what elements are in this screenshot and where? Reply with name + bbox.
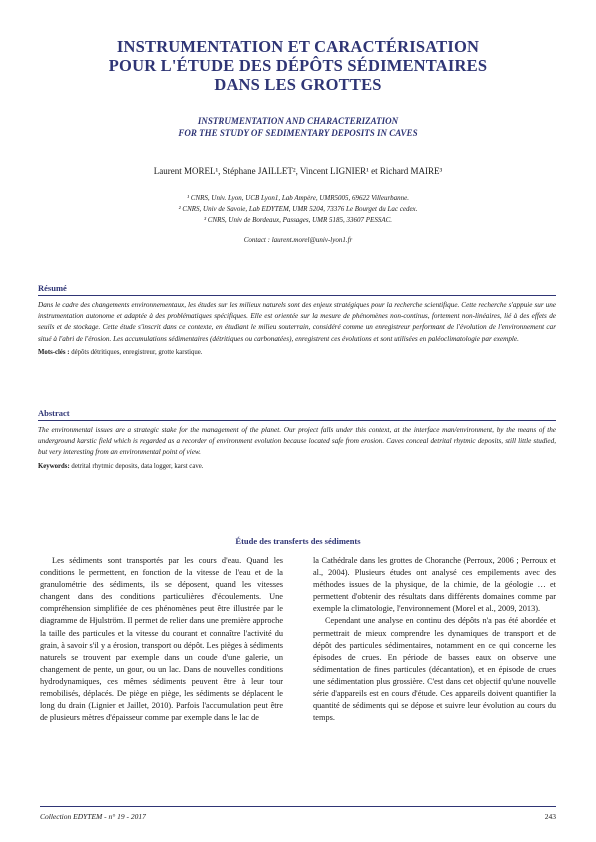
resume-keywords (38, 348, 556, 358)
title-line-2: POUR L'ÉTUDE DES DÉPÔTS SÉDIMENTAIRES (108, 56, 488, 75)
abstract-keywords (38, 462, 556, 472)
abstract-heading: Abstract (38, 408, 556, 421)
resume-block (38, 283, 556, 358)
paper-title (40, 37, 556, 94)
author-list: Laurent MOREL¹, Stéphane JAILLET², Vincent LIGNIER¹ et Richard MAIRE³ (153, 166, 443, 176)
affiliation-2: ² CNRS, Univ de Savoie, Lab EDYTEM, UMR 5204, 73376 Le Bourget du Lac cedex. (178, 205, 418, 213)
english-title-line-1: INSTRUMENTATION AND CHARACTERIZATION (197, 116, 399, 126)
section-heading: Étude des transferts des sédiments (235, 536, 361, 546)
footer-rule (40, 806, 556, 807)
affiliation-3: ³ CNRS, Univ de Bordeaux, Passages, UMR 5185, 33607 PESSAC. (203, 216, 393, 224)
abstract-block (38, 408, 556, 472)
left-column (40, 555, 283, 724)
abstract-keywords-label: Keywords: (38, 462, 70, 470)
resume-heading: Résumé (38, 283, 556, 296)
right-column (313, 555, 556, 724)
left-paragraph-1: Les sédiments sont transportés par les cours d'eau. Quand les conditions le permettent, en fonction de la vitesse de l'eau et de la granulométrie des sédiments, ils se déposent, quand les vitesses changent dans des conditions particulières d'écoulements. Une compréhension simplifiée de ces phénomènes peut être illustrée par le diagramme de Hjulström. Il permet de relier dans une première approche la taille des particules et la vitesse du courant et connaître l'activité du grain, à savoir s'il y a érosion, transport ou dépôt. Les pièges à sédiments naturels se trouvent par exemple dans un coude d'une galerie, un changement de pente, un gour, ou un lac. Dans de nouvelles conditions hydrodynamiques, ces mêmes sédiments peuvent être à leur tour remobilisés, déplacés. De piège en piège, les sédiments se déplacent le long du drain (Lignier et Jaillet, 2010). Parfois l'accumulation peut être de plusieurs mètres d'épaisseur comme par exemple dans le lac de (40, 556, 283, 723)
page-number: 243 (544, 812, 556, 821)
resume-keywords-label: Mots-clés : (38, 348, 70, 356)
title-line-3: DANS LES GROTTES (214, 75, 382, 94)
affiliations (60, 193, 536, 226)
english-title (60, 115, 536, 139)
footer-collection: Collection EDYTEM - n° 19 - 2017 (40, 812, 146, 821)
resume-text: Dans le cadre des changements environnementaux, les études sur les milieux naturels sont des enjeux stratégiques pour la recherche scientifique. Cette recherche s'appuie sur une instrumentation autonome et adaptée à des problématiques spécifiques. Elle est orientée sur la mesure de phénomènes non-continus, fortement non-linéaires, lié à des effets de seuils et de stockage. Cette étude s'inscrit dans ce contexte, en étudiant le milieu souterrain, considéré comme un enregistreur performant de l'évolution de l'environnement car situé à l'abri de l'érosion. Les accumulations sédimentaires (détritiques ou carbonatées), enregistrent ces évolutions et sont utilisées en paléoclimatologie par exemple. (38, 301, 556, 343)
title-line-1: INSTRUMENTATION ET CARACTÉRISATION (116, 37, 480, 56)
affiliation-1: ¹ CNRS, Univ. Lyon, UCB Lyon1, Lab Ampère, UMR5005, 69622 Villeurbanne. (186, 194, 410, 202)
resume-keywords-values: dépôts détritiques, enregistreur, grotte karstique. (71, 348, 203, 356)
abstract-text: The environmental issues are a strategic stake for the management of the planet. Our project falls under this context, at the interface man/environment, by the means of the underground karstic field which is regarded as a recorder of environment evolution because located safe from erosion. Caves conceal detrital rhytmic deposits, still little studied, but very interesting from an environmental point of view. (38, 426, 556, 457)
right-paragraph-2: Cependant une analyse en continu des dépôts n'a pas été abordée et permettrait de mieux comprendre les dynamiques de transport et de dépôt des particules sédimentaires, notamment en ce qui concerne les épisodes de crues. En période de basses eaux on observe une sédimentation de fines particules (décantation), et en épisode de crues une sédimentation plus grossière. C'est dans cet objectif qu'une nouvelle série d'appareils est en cours d'étude. Ces appareils doivent quantifier la quantité de sédiments qui se dépose et suivre leur évolution au cours du temps. (313, 616, 556, 723)
english-title-line-2: FOR THE STUDY OF SEDIMENTARY DEPOSITS IN CAVES (178, 128, 418, 138)
abstract-keywords-values: detrital rhytmic deposits, data logger, karst cave. (71, 462, 204, 470)
right-paragraph-1: la Cathédrale dans les grottes de Choranche (Perroux, 2006 ; Perroux et al., 2004). Plusieurs études ont analysé ces empilements avec des méthodes issues de la physique, de la chimie, de la géologie … et permettent d'obtenir des résultats dans différents domaines comme par exemple la climatologie, l'environnement (Morel et al., 2009, 2013). (313, 556, 556, 614)
contact-email: Contact : laurent.morel@univ-lyon1.fr (243, 236, 353, 244)
